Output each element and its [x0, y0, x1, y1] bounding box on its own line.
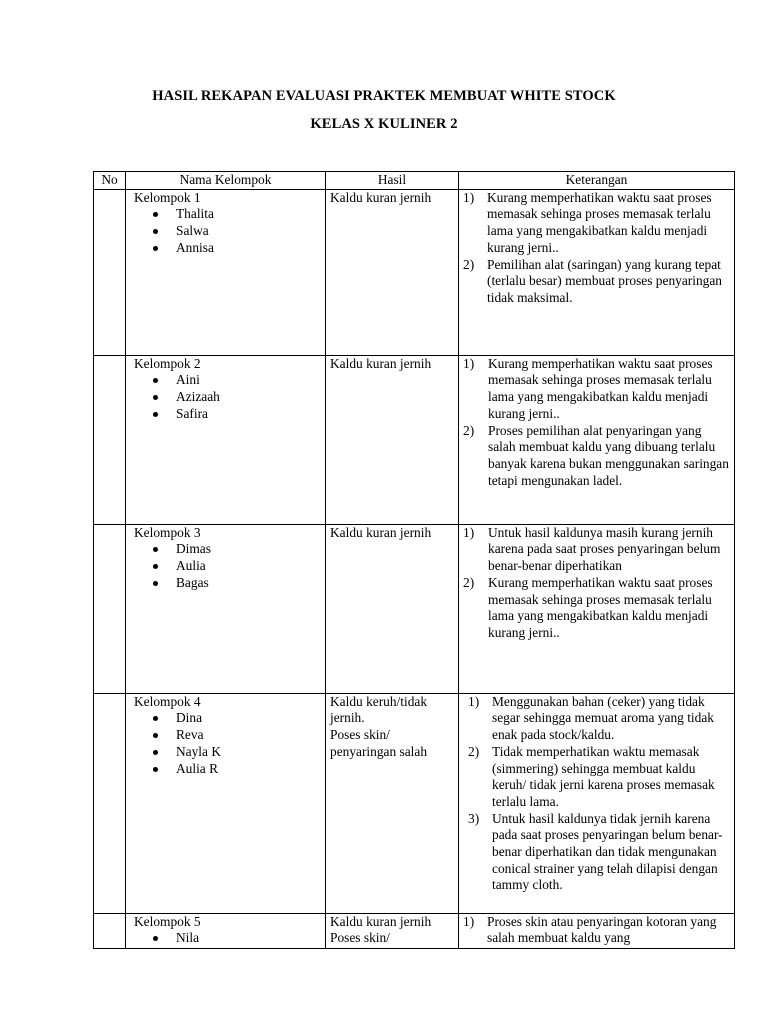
note-text: Tidak memperhatikan waktu memasak (simmering) sehingga membuat kaldu keruh/ tidak jerni karena proses memasak terlalu lama.	[492, 743, 715, 809]
table-row	[94, 355, 735, 524]
group-name: Kelompok 5	[134, 913, 201, 929]
evaluation-table	[93, 171, 735, 949]
note-text: Untuk hasil kaldunya masih kurang jernih karena pada saat proses penyaringan belum benar-benar diperhatikan	[488, 524, 721, 574]
group-name: Kelompok 3	[134, 524, 201, 540]
note-number: 2)	[463, 422, 475, 438]
document-title: HASIL REKAPAN EVALUASI PRAKTEK MEMBUAT WHITE STOCK	[152, 88, 616, 104]
member-item: Reva	[152, 727, 321, 744]
result-text: Kaldu kuran jernih	[330, 355, 432, 371]
table-row	[94, 693, 735, 913]
note-item	[463, 575, 730, 642]
member-item: Salwa	[152, 223, 321, 240]
note-number: 3)	[468, 810, 480, 826]
note-text: Pemilihan alat (saringan) yang kurang tepat (terlalu besar) membuat proses penyaringan tidak maksimal.	[487, 256, 722, 305]
cell-notes	[459, 189, 735, 355]
result-text: Kaldu keruh/tidak jernih.	[330, 693, 428, 726]
table-row	[94, 189, 735, 355]
member-list	[130, 541, 321, 591]
note-item	[463, 525, 730, 575]
note-item	[463, 914, 730, 947]
member-item: Bagas	[152, 575, 321, 592]
document-subtitle	[0, 116, 768, 133]
note-number: 1)	[463, 355, 475, 371]
member-list	[130, 372, 321, 422]
cell-group	[126, 355, 326, 524]
member-item: Thalita	[152, 206, 321, 223]
note-text: Proses skin atau penyaringan kotoran yang salah membuat kaldu yang	[487, 913, 717, 946]
member-item: Nayla K	[152, 744, 321, 761]
notes-list	[463, 525, 730, 642]
note-number: 1)	[463, 913, 475, 929]
cell-result	[326, 913, 459, 948]
member-item: Dina	[152, 710, 321, 727]
note-item	[468, 811, 730, 895]
member-item: Azizaah	[152, 389, 321, 406]
header-notes: Keterangan	[459, 172, 735, 190]
note-text: Kurang memperhatikan waktu saat proses memasak sehinga proses memasak terlalu lama yang mengakibatkan kaldu menjadi kurang jerni..	[488, 574, 713, 640]
member-item: Aulia	[152, 558, 321, 575]
note-text: Kurang memperhatikan waktu saat proses memasak sehinga proses memasak terlalu lama yang mengakibatkan kaldu menjadi kurang jerni..	[487, 189, 712, 255]
cell-result	[326, 189, 459, 355]
header-result: Hasil	[326, 172, 459, 190]
member-item: Aulia R	[152, 761, 321, 778]
member-item: Annisa	[152, 240, 321, 257]
cell-notes	[459, 355, 735, 524]
note-number: 1)	[468, 693, 480, 709]
cell-no	[94, 355, 126, 524]
notes-list	[463, 190, 730, 307]
result-text: Poses skin/	[330, 930, 390, 946]
cell-no	[94, 524, 126, 693]
result-text: Kaldu kuran jernih	[330, 524, 432, 540]
cell-no	[94, 189, 126, 355]
table-row	[94, 524, 735, 693]
member-item: Nila	[152, 930, 321, 947]
member-list	[130, 710, 321, 777]
cell-notes	[459, 524, 735, 693]
result-text: Kaldu kuran jernih	[330, 189, 432, 205]
cell-result	[326, 355, 459, 524]
header-no: No	[94, 172, 126, 190]
note-text: Proses pemilihan alat penyaringan yang salah membuat kaldu yang dibuang terlalu banyak karena bukan menggunakan saringan tetapi mengunakan ladel.	[488, 422, 729, 488]
table-row	[94, 913, 735, 948]
group-name: Kelompok 1	[134, 189, 201, 205]
cell-result	[326, 693, 459, 913]
member-item: Safira	[152, 406, 321, 423]
note-number: 2)	[468, 743, 480, 759]
cell-notes	[459, 913, 735, 948]
member-item: Aini	[152, 372, 321, 389]
cell-notes	[459, 693, 735, 913]
note-number: 1)	[463, 189, 475, 205]
class-label: KELAS X KULINER 2	[310, 116, 458, 132]
notes-list	[463, 356, 730, 490]
result-text: Kaldu kuran jernih	[330, 913, 432, 929]
member-list	[130, 930, 321, 947]
notes-list	[463, 914, 730, 947]
note-number: 1)	[463, 524, 475, 540]
note-item	[468, 694, 730, 744]
member-item: Dimas	[152, 541, 321, 558]
cell-no	[94, 693, 126, 913]
note-text: Menggunakan bahan (ceker) yang tidak segar sehingga memuat aroma yang tidak enak pada stock/kaldu.	[492, 693, 714, 743]
cell-group	[126, 913, 326, 948]
notes-list	[468, 694, 730, 894]
note-item	[463, 257, 730, 307]
group-name: Kelompok 4	[134, 693, 201, 709]
table-header-row	[94, 172, 735, 190]
note-item	[468, 744, 730, 811]
cell-group	[126, 524, 326, 693]
member-list	[130, 206, 321, 256]
cell-result	[326, 524, 459, 693]
note-number: 2)	[463, 574, 475, 590]
cell-no	[94, 913, 126, 948]
group-name: Kelompok 2	[134, 355, 201, 371]
cell-group	[126, 693, 326, 913]
note-text: Kurang memperhatikan waktu saat proses memasak sehinga proses memasak terlalu lama yang mengakibatkan kaldu menjadi kurang jerni..	[488, 355, 713, 421]
note-item	[463, 423, 730, 490]
note-item	[463, 356, 730, 423]
header-group-name: Nama Kelompok	[126, 172, 326, 190]
result-text: Poses skin/ penyaringan salah	[330, 727, 428, 759]
cell-group	[126, 189, 326, 355]
note-item	[463, 190, 730, 257]
note-number: 2)	[463, 256, 475, 272]
note-text: Untuk hasil kaldunya tidak jernih karena pada saat proses penyaringan belum benar-benar diperhatikan dan tidak mengunakan conical strainer yang telah dilapisi dengan tammy cloth.	[492, 810, 723, 893]
